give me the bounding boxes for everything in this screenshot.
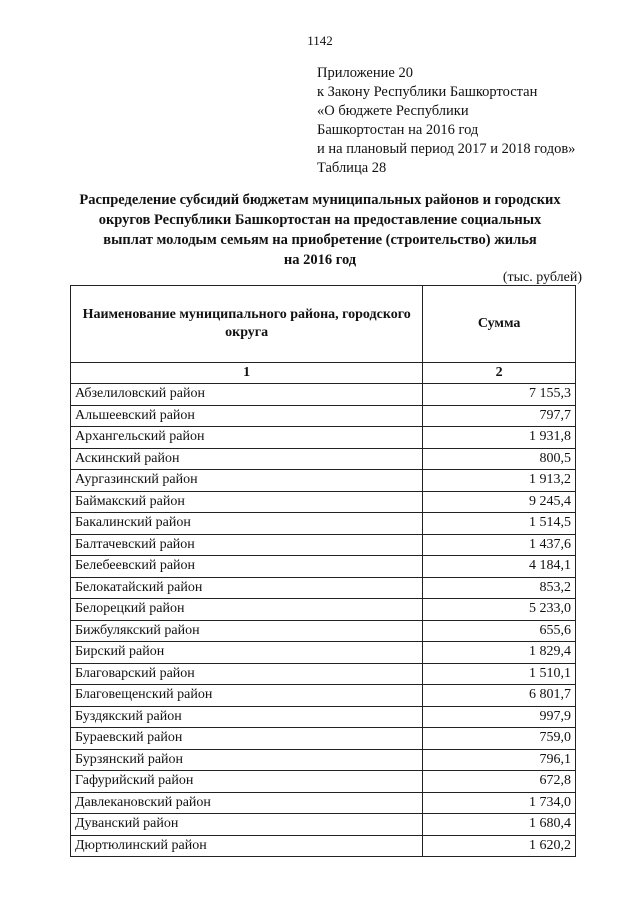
subsidy-amount: 853,2 xyxy=(423,577,576,599)
district-name: Дуванский район xyxy=(71,814,423,836)
district-name: Дюртюлинский район xyxy=(71,835,423,857)
subsidy-amount: 1 514,5 xyxy=(423,513,576,535)
district-name: Давлекановский район xyxy=(71,792,423,814)
table-row xyxy=(71,405,576,427)
subsidy-amount: 655,6 xyxy=(423,620,576,642)
table-row xyxy=(71,792,576,814)
table-row xyxy=(71,728,576,750)
subsidy-amount: 1 510,1 xyxy=(423,663,576,685)
table-row xyxy=(71,642,576,664)
table-row xyxy=(71,534,576,556)
column-number-row xyxy=(71,363,576,384)
district-name: Бураевский район xyxy=(71,728,423,750)
district-name: Буздякский район xyxy=(71,706,423,728)
table-row xyxy=(71,556,576,578)
subsidy-amount: 800,5 xyxy=(423,448,576,470)
page-number: 1142 xyxy=(307,33,333,48)
annex-line: «О бюджете Республики xyxy=(317,103,469,119)
district-name: Бирский район xyxy=(71,642,423,664)
district-name: Аскинский район xyxy=(71,448,423,470)
subsidy-amount: 1 931,8 xyxy=(423,427,576,449)
subsidy-table xyxy=(70,285,576,857)
subsidy-amount: 4 184,1 xyxy=(423,556,576,578)
title-line: выплат молодым семьям на приобретение (строительство) жилья xyxy=(103,232,537,248)
table-row xyxy=(71,835,576,857)
title-line: на 2016 год xyxy=(283,252,357,268)
district-name: Благоварский район xyxy=(71,663,423,685)
district-name: Бижбулякский район xyxy=(71,620,423,642)
document-title xyxy=(60,190,580,270)
header-name: Наименование муниципального района, городского округа xyxy=(71,286,423,363)
subsidy-amount: 997,9 xyxy=(423,706,576,728)
table-row xyxy=(71,814,576,836)
table-row xyxy=(71,384,576,406)
annex-line: Приложение 20 xyxy=(317,65,413,81)
table-row xyxy=(71,749,576,771)
subsidy-amount: 1 734,0 xyxy=(423,792,576,814)
district-name: Архангельский район xyxy=(71,427,423,449)
title-line: Распределение субсидий бюджетам муниципальных районов и городских xyxy=(79,192,561,208)
table-row xyxy=(71,448,576,470)
subsidy-amount: 759,0 xyxy=(423,728,576,750)
table-row xyxy=(71,771,576,793)
subsidy-amount: 7 155,3 xyxy=(423,384,576,406)
header-sum: Сумма xyxy=(423,286,576,363)
table-row xyxy=(71,427,576,449)
title-line: округов Республики Башкортостан на предоставление социальных xyxy=(98,212,542,228)
subsidy-amount: 672,8 xyxy=(423,771,576,793)
annex-line: к Закону Республики Башкортостан xyxy=(317,84,538,100)
table-row xyxy=(71,577,576,599)
subsidy-amount: 1 620,2 xyxy=(423,835,576,857)
district-name: Альшеевский район xyxy=(71,405,423,427)
subsidy-amount: 1 680,4 xyxy=(423,814,576,836)
district-name: Белокатайский район xyxy=(71,577,423,599)
subsidy-amount: 5 233,0 xyxy=(423,599,576,621)
table-row xyxy=(71,491,576,513)
district-name: Аургазинский район xyxy=(71,470,423,492)
district-name: Баймакский район xyxy=(71,491,423,513)
subsidy-amount: 6 801,7 xyxy=(423,685,576,707)
subsidy-amount: 797,7 xyxy=(423,405,576,427)
subsidy-amount: 1 913,2 xyxy=(423,470,576,492)
subsidy-amount: 1 829,4 xyxy=(423,642,576,664)
column-number: 1 xyxy=(71,363,423,384)
district-name: Гафурийский район xyxy=(71,771,423,793)
subsidy-amount: 9 245,4 xyxy=(423,491,576,513)
district-name: Бурзянский район xyxy=(71,749,423,771)
table-row xyxy=(71,513,576,535)
annex-line: и на плановый период 2017 и 2018 годов» xyxy=(317,141,576,157)
table-row xyxy=(71,685,576,707)
column-number: 2 xyxy=(423,363,576,384)
table-row xyxy=(71,620,576,642)
subsidy-amount: 796,1 xyxy=(423,749,576,771)
district-name: Абзелиловский район xyxy=(71,384,423,406)
table-row xyxy=(71,706,576,728)
annex-line: Башкортостан на 2016 год xyxy=(317,122,479,138)
district-name: Бакалинский район xyxy=(71,513,423,535)
annex-line: Таблица 28 xyxy=(317,160,387,176)
unit-label: (тыс. рублей) xyxy=(502,270,582,285)
district-name: Белорецкий район xyxy=(71,599,423,621)
district-name: Благовещенский район xyxy=(71,685,423,707)
district-name: Балтачевский район xyxy=(71,534,423,556)
table-row xyxy=(71,599,576,621)
table-row xyxy=(71,663,576,685)
table-header-row xyxy=(71,286,576,363)
annex-header xyxy=(317,64,575,178)
table-row xyxy=(71,470,576,492)
district-name: Белебеевский район xyxy=(71,556,423,578)
subsidy-amount: 1 437,6 xyxy=(423,534,576,556)
